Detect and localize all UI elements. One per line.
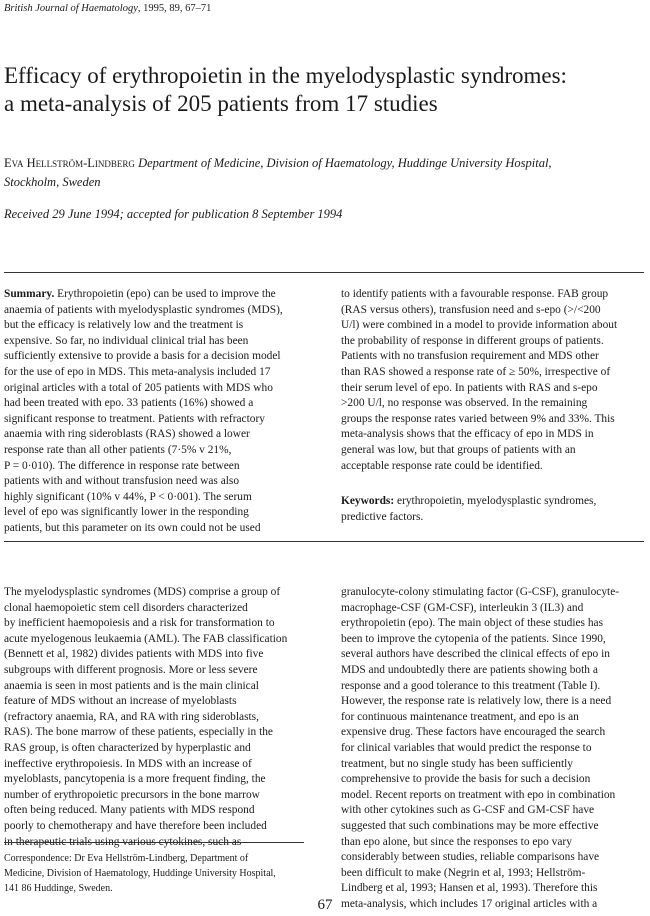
body-line: subgroups with different prognosis. More or less severe — [4, 663, 258, 676]
article-title — [4, 62, 644, 118]
body-line: than epo alone, but since the responses to epo vary — [341, 835, 572, 848]
body-line: treatment, but no single study has been sufficiently — [341, 757, 573, 770]
body-line: anaemia is seen in most patients and is the main clinical — [4, 679, 259, 692]
author-name: Eva Hellström-Lindberg — [4, 156, 135, 170]
abstract-line: had been treated with epo. 33 patients (16%) showed a — [4, 397, 254, 410]
body-line: in therapeutic trials using various cytokines, such as — [4, 835, 242, 848]
body-line: comprehensive to provide the basis for such a decision — [341, 773, 591, 786]
footnote-line: Correspondence: Dr Eva Hellström-Lindberg, Department of — [4, 853, 249, 864]
abstract-line: expensive. So far, no individual clinical trial has been — [4, 334, 249, 347]
body-line: for continuous maintenance treatment, and epo is an — [341, 710, 579, 723]
body-line: ineffective erythropoiesis. In MDS with an increase of — [4, 757, 252, 770]
body-line: number of erythropoietic precursors in the bone marrow — [4, 788, 260, 801]
abstract-line: level of epo was significantly lower in the responding — [4, 506, 249, 519]
body-line: with other cytokines such as G-CSF and GM-CSF have — [341, 804, 595, 817]
body-line: RAS group, is often characterized by hyperplastic and — [4, 741, 251, 754]
body-right-column — [341, 585, 645, 912]
abstract-line: patients with and without transfusion need was also — [4, 475, 240, 488]
abstract-line: general was low, but that groups of patients with an — [341, 443, 576, 456]
body-line: feature of MDS without an increase of myeloblasts — [4, 695, 237, 708]
footnote-line: 141 86 Huddinge, Sweden. — [4, 883, 113, 894]
body-line: The myelodysplastic syndromes (MDS) comprise a group of — [4, 586, 281, 598]
abstract-line: P = 0·010). The difference in response rate between — [4, 459, 240, 472]
abstract-line: meta-analysis shows that the efficacy of epo in MDS in — [341, 428, 594, 441]
footnote-line: Medicine, Division of Haematology, Huddinge University Hospital, — [4, 868, 276, 879]
body-line: suggested that such combinations may be more effective — [341, 819, 599, 832]
journal-header — [4, 3, 211, 14]
abstract-left-column — [4, 287, 304, 537]
abstract-line: response rate than all other patients (7·5% v 21%, — [4, 443, 232, 456]
abstract-line: anaemia with ring sideroblasts (RAS) showed a lower — [4, 428, 250, 441]
body-line: erythropoietin (epo). The main object of these studies has — [341, 617, 604, 630]
abstract-line: original articles with a total of 205 patients with MDS who — [4, 381, 273, 394]
abstract-line: anaemia of patients with myelodysplastic syndromes (MDS), — [4, 303, 283, 316]
abstract-line: >200 U/l, no response was observed. In the remaining — [341, 397, 588, 410]
abstract-line: to identify patients with a favourable response. FAB group — [341, 288, 609, 300]
body-line: RAS). The bone marrow of these patients, especially in the — [4, 726, 273, 739]
abstract-line: patients, but this parameter on its own could not be used — [4, 521, 261, 534]
body-line: acute myelogenous leukaemia (AML). The FAB classification — [4, 632, 288, 645]
body-line: been difficult to make (Negrin et al, 1993; Hellström- — [341, 866, 586, 879]
keywords-label: Keywords: — [341, 495, 395, 507]
body-line: been to improve the cytopenia of the patients. Since 1990, — [341, 632, 606, 645]
body-line: clonal haemopoietic stem cell disorders characterized — [4, 601, 248, 614]
abstract-line: their serum level of epo. In patients with RAS and s-epo — [341, 381, 598, 394]
body-line: granulocyte-colony stimulating factor (G-CSF), granulocyte- — [341, 586, 620, 598]
keywords — [341, 494, 645, 525]
abstract-line: significant response to treatment. Patients with refractory — [4, 412, 265, 425]
body-left-column — [4, 585, 309, 850]
body-line: poorly to chemotherapy and have therefore been included — [4, 819, 267, 832]
body-line: meta-analysis, which includes 17 original articles with a — [341, 897, 598, 910]
body-line: model. Recent reports on treatment with epo in combination — [341, 788, 616, 801]
received-dates: Received 29 June 1994; accepted for publication 8 September 1994 — [4, 207, 343, 221]
journal-volume: , 1995, 89, 67–71 — [137, 3, 212, 14]
body-line: (Bennett et al, 1982) divides patients with MDS into five — [4, 648, 264, 661]
page-number: 67 — [317, 897, 333, 913]
title-line: Efficacy of erythropoietin in the myelodysplastic syndromes: — [4, 63, 567, 88]
abstract-line: U/l) were combined in a model to provide information about — [341, 319, 618, 332]
divider — [4, 541, 644, 542]
body-line: response and a good tolerance to this treatment (Table I). — [341, 679, 601, 692]
abstract-line: sufficiently extensive to provide a basis for a decision model — [4, 350, 281, 363]
abstract-line: but the efficacy is relatively low and the treatment is — [4, 319, 244, 332]
abstract-line: highly significant (10% v 44%, P < 0·001). The serum — [4, 490, 252, 503]
body-line: often being reduced. Many patients with MDS respond — [4, 804, 255, 817]
body-line: However, the response rate is relatively low, there is a need — [341, 695, 612, 708]
title-line: a meta-analysis of 205 patients from 17 studies — [4, 91, 438, 116]
divider — [4, 272, 644, 273]
body-line: macrophage-CSF (GM-CSF), interleukin 3 (IL3) and — [341, 601, 584, 614]
body-line: for clinical variables that would predict the response to — [341, 741, 592, 754]
abstract-line: (RAS versus others), transfusion need and s-epo (>/<200 — [341, 303, 601, 316]
affiliation-city: Stockholm, Sweden — [4, 175, 101, 189]
keywords-list: erythropoietin, myelodysplastic syndromes, — [397, 495, 597, 507]
abstract-line: Summary. Erythropoietin (epo) can be used to improve the — [4, 288, 276, 300]
author-block — [4, 154, 634, 192]
body-line: (refractory anaemia, RA, and RA with ring sideroblasts, — [4, 710, 259, 723]
body-line: Lindberg et al, 1993; Hansen et al, 1993). Therefore this — [341, 882, 598, 895]
keywords-list: predictive factors. — [341, 510, 424, 523]
abstract-line: acceptable response rate could be identified. — [341, 459, 543, 472]
abstract-line: groups the response rates varied between 9% and 33%. This — [341, 412, 615, 425]
abstract-line: than RAS showed a response rate of ≥ 50%, irrespective of — [341, 365, 611, 378]
summary-label: Summary. — [4, 288, 55, 300]
body-line: MDS and undoubtedly there are patients showing both a — [341, 663, 598, 676]
body-line: several authors have described the clinical effects of epo in — [341, 648, 610, 661]
abstract-right-column — [341, 287, 645, 474]
body-line: myeloblasts, pancytopenia is a more frequent finding, the — [4, 773, 266, 786]
affiliation: Department of Medicine, Division of Haematology, Huddinge University Hospital, — [138, 156, 552, 170]
journal-name: British Journal of Haematology — [4, 3, 138, 14]
correspondence-footnote — [4, 851, 304, 896]
abstract-line: the probability of response in different groups of patients. — [341, 334, 604, 347]
body-line: by inefficient haemopoiesis and a risk for transformation to — [4, 617, 275, 630]
abstract-line: Patients with no transfusion requirement and MDS other — [341, 350, 599, 363]
abstract-line: for the use of epo in MDS. This meta-analysis included 17 — [4, 365, 271, 378]
body-line: considerably between studies, reliable comparisons have — [341, 851, 600, 864]
body-line: expensive drug. These factors have encouraged the search — [341, 726, 606, 739]
footnote-divider — [4, 842, 304, 843]
